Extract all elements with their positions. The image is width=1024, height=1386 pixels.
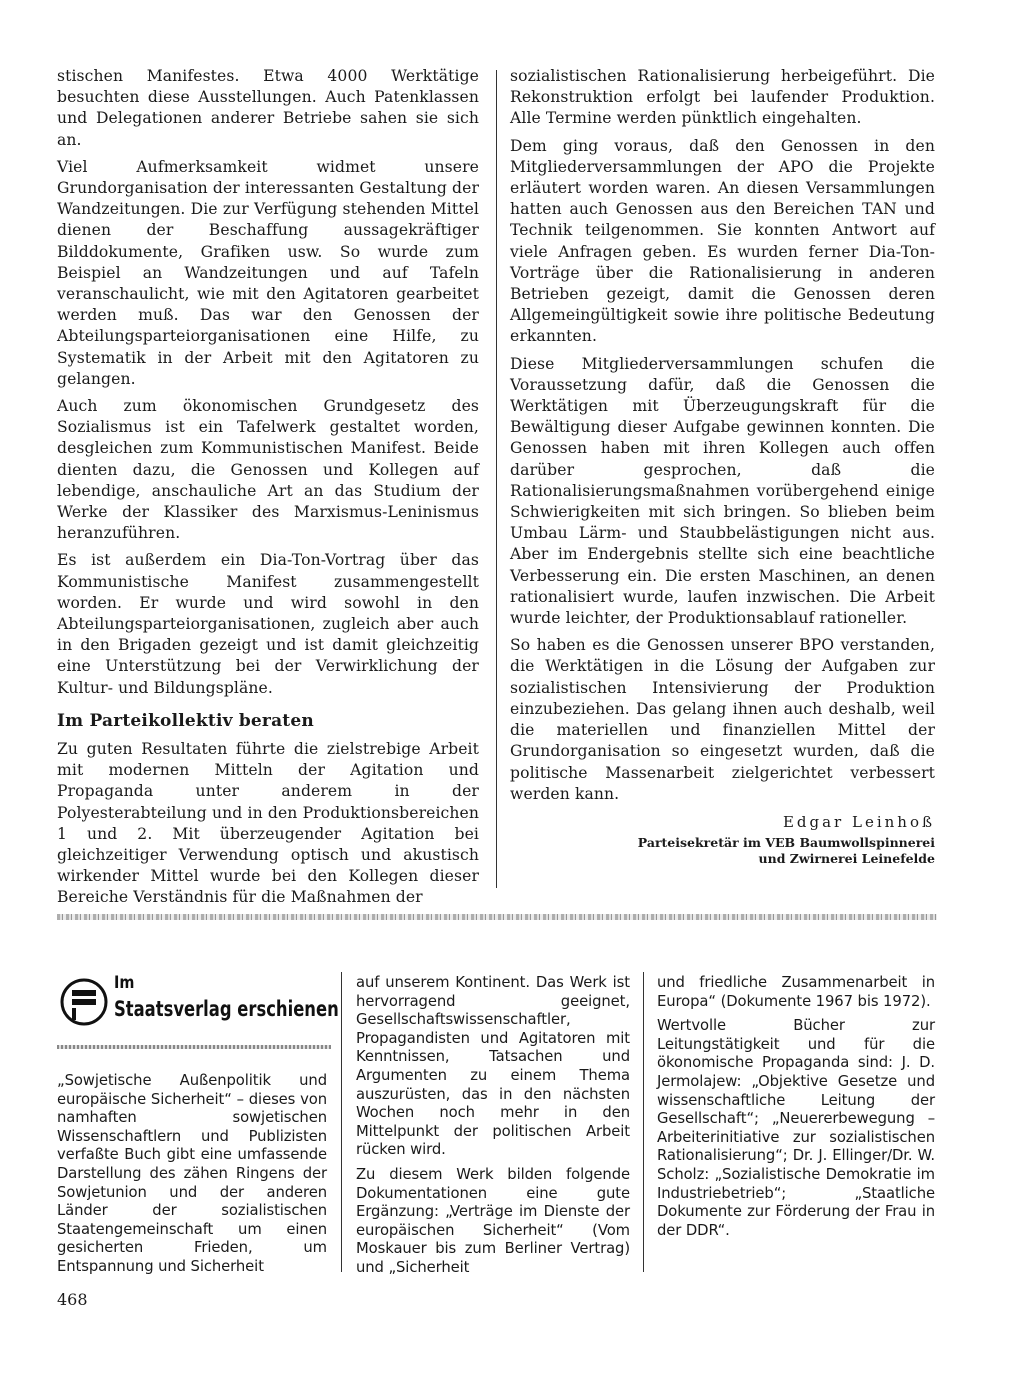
page-number: 468: [57, 1290, 88, 1309]
article-right-column: [510, 66, 935, 867]
section-separator: [57, 914, 937, 920]
section-heading: Im Parteikollektiv beraten: [57, 710, 314, 731]
paragraph: Viel Aufmerksamkeit widmet unsere Grundorganisation der interessanten Gestaltung der Wandzeitungen. Die zur Verfügung stehenden Mittel dienen der Beschaffung aussagekräftiger Bilddokumente, Grafiken usw. So wurde zum Beispiel an Wandzeitungen und auf Tafeln veranschaulicht, wie mit den Agitatoren gearbeitet werden muß. Das war den Genossen der Abteilungsparteiorganisationen eine Hilfe, zu Systematik in der Arbeit mit den Agitatoren zu gelangen.: [57, 157, 479, 388]
staatsverlag-header: [60, 972, 340, 1042]
article-left-column: [57, 66, 479, 915]
box-column-2: [356, 974, 630, 1284]
box-column-1: [57, 1072, 327, 1283]
header-underline: [57, 1045, 331, 1049]
paragraph: Dem ging voraus, daß den Genossen in den Mitgliederversammlungen der APO die Projekte erläutert worden waren. An diesen Versammlungen hatten auch Genossen aus den Bereichen TAN und Technik teilgenommen. Sie konnten Antwort auf viele Anfragen geben. Es wurden ferner Dia-Ton-Vorträge über die Rationalisierung in anderen Betrieben gezeigt, damit die Genossen deren Allgemeingültigkeit sowie ihre politische Bedeutung erkannten.: [510, 136, 935, 346]
paragraph: sozialistischen Rationalisierung herbeigeführt. Die Rekonstruktion erfolgt bei laufender Produktion. Alle Termine werden pünktlich eingehalten.: [510, 67, 935, 128]
author-role-line: und Zwirnerei Leinefelde: [758, 850, 935, 866]
column-divider: [341, 972, 342, 1272]
logo-title-line: Im: [114, 973, 135, 993]
paragraph: Zu diesem Werk bilden folgende Dokumentationen eine gute Ergänzung: „Verträge im Dienste der europäischen Sicherheit“ (Vom Moskauer bis zum Berliner Vertrag) und „Sicherheit: [356, 1165, 630, 1276]
staatsverlag-flag-icon: [60, 978, 108, 1026]
column-divider: [496, 70, 497, 888]
author-role-line: Parteisekretär im VEB Baumwollspinnerei: [637, 834, 935, 850]
paragraph: stischen Manifestes. Etwa 4000 Werktätige besuchten diese Ausstellungen. Auch Patenklassen und Delegationen anderer Betriebe sahen sie sich an.: [57, 67, 479, 149]
paragraph: So haben es die Genossen unserer BPO verstanden, die Werktätigen in die Lösung der Aufgaben zur sozialistischen Intensivierung der Produktion einzubeziehen. Das gelang ihnen auch deshalb, weil die materiellen und finanziellen Mittel der Grundorganisation so eingesetzt wurden, daß die politische Massenarbeit zielgerichtet verbessert werden kann.: [510, 636, 935, 803]
paragraph: „Sowjetische Außenpolitik und europäische Sicherheit“ – dieses von namhaften sowjetischen Wissenschaftlern und Publizisten verfaßte Buch gibt eine umfassende Darstellung des zähen Ringens der Sowjetunion und der anderen Länder der sozialistischen Staatengemeinschaft um einen gesicherten Frieden, um Entspannung und Sicherheit: [57, 1072, 327, 1275]
paragraph: Zu guten Resultaten führte die zielstrebige Arbeit mit modernen Mitteln der Agitation und Propaganda unter anderem in der Polyesterabteilung und in den Produktionsbereichen 1 und 2. Mit überzeugender Agitation bei gleichzeitiger Verwendung optisch und akustisch wirkender Mittel wurde bei den Kollegen dieser Bereiche Verständnis für die Maßnahmen der: [57, 739, 479, 907]
author-role: [510, 835, 935, 867]
logo-title-line: Staatsverlag erschienen: [114, 997, 339, 1021]
paragraph: Auch zum ökonomischen Grundgesetz des Sozialismus ist ein Tafelwerk gestaltet worden, desgleichen zum Kommunistischen Manifest. Beide dienten dazu, die Genossen und Kollegen auf lebendige, anschauliche Art an das Studium der Werke der Klassiker des Marxismus-Leninismus heranzuführen.: [57, 397, 479, 543]
paragraph: auf unserem Kontinent. Das Werk ist hervorragend geeignet, Gesellschaftswissenschaftler, Propagandisten und Agitatoren mit Kenntnissen, Tatsachen und Argumenten zu einem Thema auszurüsten, das in den nächsten Wochen noch mehr in den Mittelpunkt der politischen Arbeit rücken wird.: [356, 974, 630, 1159]
paragraph: und friedliche Zusammenarbeit in Europa“ (Dokumente 1967 bis 1972).: [657, 974, 935, 1010]
author-name: Edgar Leinhoß: [782, 812, 935, 831]
paragraph: Wertvolle Bücher zur Leitungstätigkeit und für die ökonomische Propaganda sind: J. D. Jermolajew: „Objektive Gesetze und wissenschaftliche Leitung der Gesellschaft“; „Neuererbewegung – Arbeiterinitiative zur sozialistischen Rationalisierung“; Dr. J. Ellinger/Dr. W. Scholz: „Sozialistische Demokratie im Industriebetrieb“; „Staatliche Dokumente zur Förderung der Frau in der DDR“.: [657, 1017, 935, 1239]
box-column-3: [657, 974, 935, 1246]
paragraph: Es ist außerdem ein Dia-Ton-Vortrag über das Kommunistische Manifest zusammengestellt worden. Er wurde und wird sowohl in den Abteilungsparteiorganisationen, zugleich aber auch in den Brigaden gezeigt und ist damit gleichzeitig eine Unterstützung bei der Verwirklichung der Kultur- und Bildungspläne.: [57, 551, 479, 697]
column-divider: [643, 972, 644, 1272]
paragraph: Diese Mitgliederversammlungen schufen die Voraussetzung dafür, daß die Genossen die Werktätigen mit Überzeugungskraft für die Bewältigung dieser Aufgabe gewinnen konnten. Die Genossen haben mit ihren Kollegen auch offen darüber gesprochen, daß die Rationalisierungsmaßnahmen vorübergehend einige Schwierigkeiten mit sich bringen. So blieben beim Umbau Lärm- und Staubbelästigungen nicht aus. Aber im Endergebnis stellte sich eine beachtliche Verbesserung ein. Die ersten Maschinen, an denen rationalisiert wurde, laufen inzwischen. Die Arbeit wurde leichter, der Produktionsablauf rationeller.: [510, 354, 935, 628]
